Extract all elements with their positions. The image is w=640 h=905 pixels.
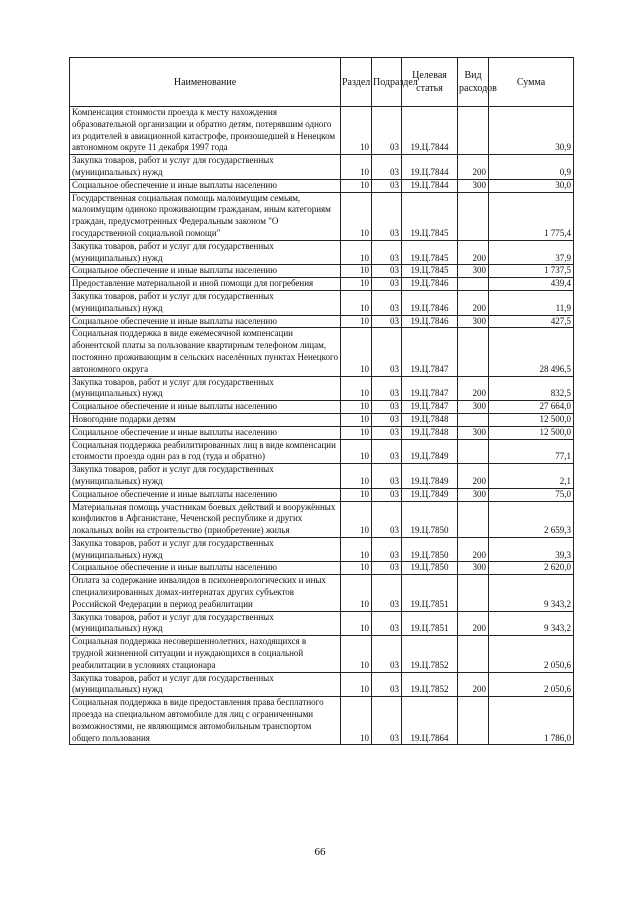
table-row: [70, 562, 574, 575]
table-row: [70, 240, 574, 265]
row-summa-cell: 9 343,2: [489, 611, 574, 636]
row-summa-cell: 1 775,4: [489, 192, 574, 240]
row-name-cell: Социальное обеспечение и иные выплаты населению: [70, 488, 341, 501]
row-vid-cell: 300: [458, 562, 489, 575]
row-celevaya-cell: 19.Ц.7845: [402, 192, 458, 240]
row-razdel-cell: 10: [341, 488, 372, 501]
row-podrazdel-cell: 03: [372, 376, 402, 401]
header-name: Наименование: [70, 58, 341, 107]
row-celevaya-cell: 19.Ц.7849: [402, 488, 458, 501]
row-celevaya-cell: 19.Ц.7850: [402, 501, 458, 537]
table-row: [70, 107, 574, 155]
row-summa-cell: 832,5: [489, 376, 574, 401]
row-celevaya-cell: 19.Ц.7847: [402, 328, 458, 376]
row-razdel-cell: 10: [341, 240, 372, 265]
page-number: 66: [314, 846, 326, 858]
row-razdel-cell: 10: [341, 192, 372, 240]
row-name-cell: Социальное обеспечение и иные выплаты населению: [70, 179, 341, 192]
row-vid-cell: [458, 328, 489, 376]
row-razdel-cell: 10: [341, 401, 372, 414]
row-celevaya-cell: 19.Ц.7846: [402, 278, 458, 291]
row-celevaya-cell: 19.Ц.7847: [402, 376, 458, 401]
row-summa-cell: 39,3: [489, 537, 574, 562]
row-podrazdel-cell: 03: [372, 315, 402, 328]
table-row: [70, 537, 574, 562]
row-celevaya-cell: 19.Ц.7844: [402, 155, 458, 180]
table-row: [70, 265, 574, 278]
row-podrazdel-cell: 03: [372, 401, 402, 414]
row-razdel-cell: 10: [341, 672, 372, 697]
row-podrazdel-cell: 03: [372, 697, 402, 745]
row-razdel-cell: 10: [341, 501, 372, 537]
row-celevaya-cell: 19.Ц.7850: [402, 537, 458, 562]
row-razdel-cell: 10: [341, 315, 372, 328]
row-vid-cell: 300: [458, 315, 489, 328]
row-vid-cell: 300: [458, 488, 489, 501]
row-razdel-cell: 10: [341, 328, 372, 376]
row-razdel-cell: 10: [341, 575, 372, 611]
row-summa-cell: 75,0: [489, 488, 574, 501]
row-celevaya-cell: 19.Ц.7846: [402, 315, 458, 328]
table-row: [70, 488, 574, 501]
row-podrazdel-cell: 03: [372, 464, 402, 489]
row-vid-cell: 200: [458, 240, 489, 265]
row-name-cell: Закупка товаров, работ и услуг для государственных (муниципальных) нужд: [70, 290, 341, 315]
header-razdel: Раздел: [341, 58, 372, 107]
table-row: [70, 636, 574, 672]
row-razdel-cell: 10: [341, 265, 372, 278]
row-podrazdel-cell: 03: [372, 240, 402, 265]
row-celevaya-cell: 19.Ц.7851: [402, 611, 458, 636]
row-celevaya-cell: 19.Ц.7849: [402, 464, 458, 489]
row-vid-cell: 200: [458, 672, 489, 697]
budget-table: [69, 57, 574, 745]
header-podrazdel: Подраздел: [372, 58, 402, 107]
table-header-row: [70, 58, 574, 107]
row-summa-cell: 2 620,0: [489, 562, 574, 575]
row-name-cell: Государственная социальная помощь малоимущим семьям, малоимущим одиноко проживающим гражданам, иным категориям граждан, предусмотренных Федеральным законом "О государственной социальной помощи": [70, 192, 341, 240]
table-row: [70, 290, 574, 315]
row-razdel-cell: 10: [341, 107, 372, 155]
row-summa-cell: 30,0: [489, 179, 574, 192]
row-name-cell: Социальное обеспечение и иные выплаты населению: [70, 265, 341, 278]
row-name-cell: Закупка товаров, работ и услуг для государственных (муниципальных) нужд: [70, 376, 341, 401]
row-razdel-cell: 10: [341, 413, 372, 426]
row-celevaya-cell: 19.Ц.7847: [402, 401, 458, 414]
row-vid-cell: [458, 413, 489, 426]
row-summa-cell: 12 500,0: [489, 413, 574, 426]
table-row: [70, 401, 574, 414]
row-podrazdel-cell: 03: [372, 179, 402, 192]
row-summa-cell: 28 496,5: [489, 328, 574, 376]
row-name-cell: Материальная помощь участникам боевых действий и вооружённых конфликтов в Афганистане, Чеченской республике и других локальных войн на строительство (приобретение) жилья: [70, 501, 341, 537]
row-name-cell: Социальное обеспечение и иные выплаты населению: [70, 315, 341, 328]
row-summa-cell: 2 050,6: [489, 636, 574, 672]
row-vid-cell: [458, 575, 489, 611]
row-vid-cell: 300: [458, 265, 489, 278]
header-vid: Вид расходов: [458, 58, 489, 107]
row-summa-cell: 439,4: [489, 278, 574, 291]
row-vid-cell: 200: [458, 155, 489, 180]
row-celevaya-cell: 19.Ц.7851: [402, 575, 458, 611]
table-row: [70, 697, 574, 745]
row-podrazdel-cell: 03: [372, 155, 402, 180]
header-celevaya: Целевая статья: [402, 58, 458, 107]
row-podrazdel-cell: 03: [372, 501, 402, 537]
row-podrazdel-cell: 03: [372, 672, 402, 697]
row-summa-cell: 30,9: [489, 107, 574, 155]
row-razdel-cell: 10: [341, 290, 372, 315]
row-vid-cell: 200: [458, 611, 489, 636]
row-summa-cell: 1 786,0: [489, 697, 574, 745]
row-razdel-cell: 10: [341, 179, 372, 192]
row-razdel-cell: 10: [341, 697, 372, 745]
table-row: [70, 672, 574, 697]
row-vid-cell: 300: [458, 401, 489, 414]
row-celevaya-cell: 19.Ц.7848: [402, 426, 458, 439]
row-razdel-cell: 10: [341, 278, 372, 291]
row-vid-cell: 300: [458, 179, 489, 192]
row-vid-cell: 300: [458, 426, 489, 439]
row-vid-cell: [458, 439, 489, 464]
row-vid-cell: [458, 697, 489, 745]
row-razdel-cell: 10: [341, 155, 372, 180]
row-vid-cell: [458, 278, 489, 291]
row-summa-cell: 1 737,5: [489, 265, 574, 278]
table-row: [70, 413, 574, 426]
row-razdel-cell: 10: [341, 376, 372, 401]
row-vid-cell: 200: [458, 376, 489, 401]
row-podrazdel-cell: 03: [372, 192, 402, 240]
row-summa-cell: 2 050,6: [489, 672, 574, 697]
table-row: [70, 575, 574, 611]
row-summa-cell: 2,1: [489, 464, 574, 489]
table-row: [70, 179, 574, 192]
table-row: [70, 328, 574, 376]
row-name-cell: Социальная поддержка реабилитированных лиц в виде компенсации стоимости проезда один раз в год (туда и обратно): [70, 439, 341, 464]
row-summa-cell: 77,1: [489, 439, 574, 464]
row-name-cell: Закупка товаров, работ и услуг для государственных (муниципальных) нужд: [70, 155, 341, 180]
row-name-cell: Закупка товаров, работ и услуг для государственных (муниципальных) нужд: [70, 672, 341, 697]
row-podrazdel-cell: 03: [372, 488, 402, 501]
table-row: [70, 192, 574, 240]
table-row: [70, 611, 574, 636]
header-summa: Сумма: [489, 58, 574, 107]
row-name-cell: Социальная поддержка в виде ежемесячной компенсации абонентской платы за пользование квартирным телефоном лицам, постоянно проживающим в сельских населённых пунктах Ненецкого автономного округа: [70, 328, 341, 376]
row-name-cell: Социальное обеспечение и иные выплаты населению: [70, 426, 341, 439]
row-celevaya-cell: 19.Ц.7852: [402, 672, 458, 697]
row-razdel-cell: 10: [341, 636, 372, 672]
row-vid-cell: 200: [458, 464, 489, 489]
row-celevaya-cell: 19.Ц.7845: [402, 240, 458, 265]
row-celevaya-cell: 19.Ц.7849: [402, 439, 458, 464]
row-summa-cell: 27 664,0: [489, 401, 574, 414]
row-name-cell: Социальная поддержка несовершеннолетних, находящихся в трудной жизненной ситуации и нуждающихся в социальной реабилитации в условиях стационара: [70, 636, 341, 672]
row-vid-cell: 200: [458, 290, 489, 315]
table-row: [70, 155, 574, 180]
row-podrazdel-cell: 03: [372, 265, 402, 278]
table-row: [70, 376, 574, 401]
row-podrazdel-cell: 03: [372, 413, 402, 426]
row-razdel-cell: 10: [341, 464, 372, 489]
row-vid-cell: [458, 501, 489, 537]
row-summa-cell: 11,9: [489, 290, 574, 315]
row-podrazdel-cell: 03: [372, 107, 402, 155]
row-celevaya-cell: 19.Ц.7852: [402, 636, 458, 672]
row-name-cell: Оплата за содержание инвалидов в психоневрологических и иных специализированных домах-интернатах других субъектов Российской Федерации в период реабилитации: [70, 575, 341, 611]
row-podrazdel-cell: 03: [372, 290, 402, 315]
row-celevaya-cell: 19.Ц.7844: [402, 179, 458, 192]
row-name-cell: Социальная поддержка в виде предоставления права бесплатного проезда на специальном автомобиле для лиц с ограниченными возможностями, не являющимся автомобильным транспортом общего пользования: [70, 697, 341, 745]
row-podrazdel-cell: 03: [372, 328, 402, 376]
row-podrazdel-cell: 03: [372, 611, 402, 636]
row-podrazdel-cell: 03: [372, 439, 402, 464]
row-vid-cell: 200: [458, 537, 489, 562]
row-razdel-cell: 10: [341, 439, 372, 464]
row-celevaya-cell: 19.Ц.7845: [402, 265, 458, 278]
table-row: [70, 439, 574, 464]
row-vid-cell: [458, 636, 489, 672]
row-razdel-cell: 10: [341, 537, 372, 562]
table-row: [70, 426, 574, 439]
row-podrazdel-cell: 03: [372, 537, 402, 562]
row-name-cell: Новогодние подарки детям: [70, 413, 341, 426]
row-podrazdel-cell: 03: [372, 562, 402, 575]
row-summa-cell: 12 500,0: [489, 426, 574, 439]
table-row: [70, 464, 574, 489]
row-name-cell: Социальное обеспечение и иные выплаты населению: [70, 562, 341, 575]
row-celevaya-cell: 19.Ц.7850: [402, 562, 458, 575]
row-summa-cell: 2 659,3: [489, 501, 574, 537]
row-razdel-cell: 10: [341, 562, 372, 575]
row-summa-cell: 427,5: [489, 315, 574, 328]
row-name-cell: Закупка товаров, работ и услуг для государственных (муниципальных) нужд: [70, 611, 341, 636]
table-row: [70, 501, 574, 537]
row-name-cell: Закупка товаров, работ и услуг для государственных (муниципальных) нужд: [70, 464, 341, 489]
row-name-cell: Социальное обеспечение и иные выплаты населению: [70, 401, 341, 414]
row-podrazdel-cell: 03: [372, 636, 402, 672]
row-razdel-cell: 10: [341, 426, 372, 439]
row-name-cell: Предоставление материальной и иной помощи для погребения: [70, 278, 341, 291]
row-celevaya-cell: 19.Ц.7844: [402, 107, 458, 155]
table-row: [70, 315, 574, 328]
row-vid-cell: [458, 107, 489, 155]
row-summa-cell: 9 343,2: [489, 575, 574, 611]
row-name-cell: Компенсация стоимости проезда к месту нахождения образовательной организации и обратно детям, потерявшим одного из родителей в авиационной катастрофе, произошедшей в Ненецком автономном округе 11 декабря 1997 года: [70, 107, 341, 155]
row-celevaya-cell: 19.Ц.7864: [402, 697, 458, 745]
table-body: [70, 107, 574, 745]
row-podrazdel-cell: 03: [372, 426, 402, 439]
row-celevaya-cell: 19.Ц.7846: [402, 290, 458, 315]
row-name-cell: Закупка товаров, работ и услуг для государственных (муниципальных) нужд: [70, 240, 341, 265]
table-row: [70, 278, 574, 291]
row-celevaya-cell: 19.Ц.7848: [402, 413, 458, 426]
row-podrazdel-cell: 03: [372, 575, 402, 611]
row-razdel-cell: 10: [341, 611, 372, 636]
row-summa-cell: 37,9: [489, 240, 574, 265]
row-summa-cell: 0,9: [489, 155, 574, 180]
row-podrazdel-cell: 03: [372, 278, 402, 291]
row-vid-cell: [458, 192, 489, 240]
row-name-cell: Закупка товаров, работ и услуг для государственных (муниципальных) нужд: [70, 537, 341, 562]
